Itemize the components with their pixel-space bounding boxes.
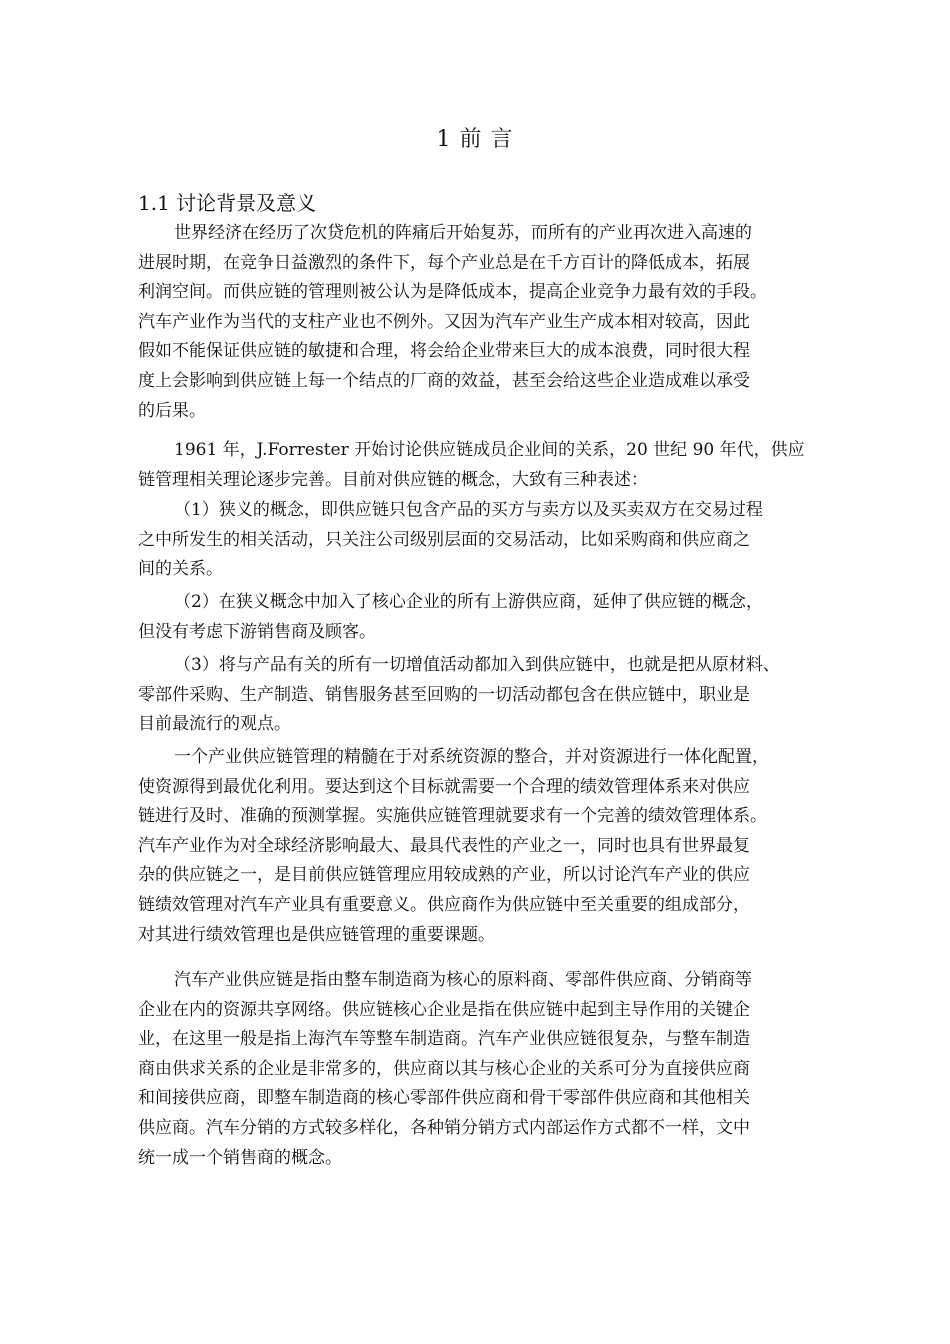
paragraph-line: 业，在这里一般是指上海汽车等整车制造商。汽车产业供应链很复杂，与整车制造 <box>138 1029 750 1050</box>
paragraph-line: 进展时期，在竞争日益激烈的条件下，每个产业总是在千方百计的降低成本，拓展 <box>138 252 750 273</box>
paragraph-line: 世界经济在经历了次贷危机的阵痛后开始复苏，而所有的产业再次进入高速的 <box>174 223 752 243</box>
paragraph-line: 和间接供应商，即整车制造商的核心零部件供应商和骨干零部件供应商和其他相关 <box>138 1088 750 1109</box>
paragraph-line: 杂的供应链之一，是目前供应链管理应用较成熟的产业，所以讨论汽车产业的供应 <box>138 865 750 886</box>
paragraph-line: 但没有考虑下游销售商及顾客。 <box>138 621 376 642</box>
section-title: 1.1 讨论背景及意义 <box>138 191 317 215</box>
paragraph-line: 对其进行绩效管理也是供应链管理的重要课题。 <box>138 924 495 945</box>
paragraph-line: 统一成一个销售商的概念。 <box>138 1147 342 1168</box>
paragraph-history <box>138 436 838 495</box>
paragraph-line: 链管理相关理论逐步完善。目前对供应链的概念，大致有三种表述： <box>138 469 648 490</box>
paragraph-line: 商由供求关系的企业是非常多的，供应商以其与核心企业的关系可分为直接供应商 <box>138 1058 750 1079</box>
paragraph-auto-supply-chain <box>138 966 838 1173</box>
paragraph-line: 目前最流行的观点。 <box>138 714 291 735</box>
paragraph-line: 汽车产业作为对全球经济影响最大、最具代表性的产业之一，同时也具有世界最复 <box>138 835 750 856</box>
paragraph-line: 零部件采购、生产制造、销售服务甚至回购的一切活动都包含在供应链中，职业是 <box>138 684 750 705</box>
paragraph-line: 汽车产业作为当代的支柱产业也不例外。又因为汽车产业生产成本相对较高，因此 <box>138 311 750 332</box>
paragraph-line: 供应商。汽车分销的方式较多样化，各种销分销方式内部运作方式都不一样，文中 <box>138 1117 750 1138</box>
paragraph-line: （3）将与产品有关的所有一切增值活动都加入到供应链中，也就是把从原材料、 <box>174 655 780 675</box>
paragraph-line: 企业在内的资源共享网络。供应链核心企业是指在供应链中起到主导作用的关键企 <box>138 999 750 1020</box>
paragraph-definition-2 <box>138 588 838 647</box>
paragraph-line: 汽车产业供应链是指由整车制造商为核心的原料商、零部件供应商、分销商等 <box>174 970 752 990</box>
paragraph-definition-3 <box>138 651 838 740</box>
paragraph-line: 1961 年，J.Forrester 开始讨论供应链成员企业间的关系，20 世纪 90 年代，供应 <box>174 440 805 460</box>
paragraph-background <box>138 219 838 426</box>
paragraph-line: 利润空间。而供应链的管理则被公认为是降低成本，提高企业竞争力最有效的手段。 <box>138 282 767 303</box>
paragraph-line: （2）在狭义概念中加入了核心企业的所有上游供应商，延伸了供应链的概念， <box>174 592 763 612</box>
paragraph-line: 之中所发生的相关活动，只关注公司级别层面的交易活动，比如采购商和供应商之 <box>138 529 750 550</box>
paragraph-line: 链绩效管理对汽车产业具有重要意义。供应商作为供应链中至关重要的组成部分， <box>138 894 750 915</box>
chapter-title: 1 前 言 <box>436 127 514 152</box>
paragraph-line: （1）狭义的概念，即供应链只包含产品的买方与卖方以及买卖双方在交易过程 <box>174 500 763 520</box>
paragraph-line: 间的关系。 <box>138 559 223 580</box>
paragraph-line: 使资源得到最优化利用。要达到这个目标就需要一个合理的绩效管理体系来对供应 <box>138 776 750 797</box>
paragraph-line: 链进行及时、准确的预测掌握。实施供应链管理就要求有一个完善的绩效管理体系。 <box>138 806 767 827</box>
paragraph-line: 一个产业供应链管理的精髓在于对系统资源的整合，并对资源进行一体化配置， <box>174 747 769 767</box>
paragraph-significance <box>138 743 838 950</box>
paragraph-line: 假如不能保证供应链的敏捷和合理，将会给企业带来巨大的成本浪费，同时很大程 <box>138 341 750 362</box>
paragraph-line: 的后果。 <box>138 400 206 421</box>
paragraph-definition-1 <box>138 496 838 585</box>
paragraph-line: 度上会影响到供应链上每一个结点的厂商的效益，甚至会给这些企业造成难以承受 <box>138 370 750 391</box>
